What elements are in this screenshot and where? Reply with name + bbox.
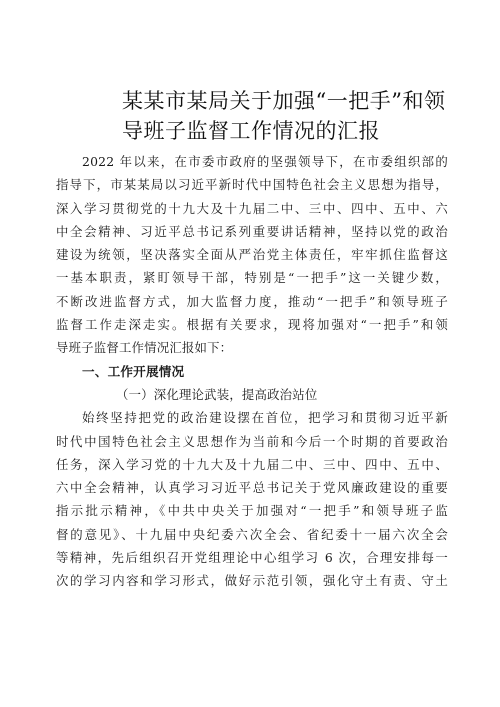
intro-line: 导班子监督工作情况汇报如下：	[56, 340, 233, 356]
section-line: 督的意见》、十九届中央纪委六次全会、省纪委十一届六次全会	[56, 526, 448, 542]
intro-line: 深入学习贯彻党的十九大及十九届二中、三中、四中、五中、六	[56, 200, 448, 216]
intro-line: 监督工作走深走实。根据有关要求，现将加强对“一把手”和领	[56, 317, 448, 333]
subsection-heading: （一）深化理论武装，提高政治站位	[116, 386, 318, 402]
title-line-2: 导班子监督工作情况的汇报	[122, 119, 380, 143]
section-line: 指示批示精神，《中共中央关于加强对“一把手”和领导班子监	[56, 503, 448, 519]
title-line-1: 某某市某局关于加强“一把手”和领	[122, 89, 446, 113]
intro-line: 一基本职责，紧盯领导干部，特别是“一把手”这一关键少数，	[56, 270, 448, 286]
section-line: 次的学习内容和学习形式，做好示范引领，强化守土有责、守土	[56, 573, 448, 589]
intro-line: 指导下，市某某局以习近平新时代中国特色社会主义思想为指导，	[56, 177, 448, 193]
document-body	[56, 150, 448, 593]
section-line: 任务，深入学习党的十九大及十九届二中、三中、四中、五中、	[56, 456, 448, 472]
intro-line: 建设为统领，坚决落实全面从严治党主体责任，牢牢抓住监督这	[56, 247, 448, 263]
section-paragraph	[56, 406, 448, 592]
intro-line: 不断改进监督方式，加大监督力度，推动“一把手”和领导班子	[56, 293, 448, 309]
section-line: 等精神，先后组织召开党组理论中心组学习 6 次，合理安排每一	[56, 550, 448, 566]
section-line: 时代中国特色社会主义思想作为当前和今后一个时期的首要政治	[56, 433, 448, 449]
intro-line: 2022 年以来，在市委市政府的坚强领导下，在市委组织部的	[82, 154, 448, 169]
section-line: 六中全会精神，认真学习习近平总书记关于党风廉政建设的重要	[56, 480, 448, 496]
intro-line: 中全会精神、习近平总书记系列重要讲话精神，坚持以党的政治	[56, 223, 448, 239]
document-title	[122, 86, 452, 146]
intro-paragraph	[56, 150, 448, 360]
section-heading: 一、工作开展情况	[82, 363, 185, 379]
section-line: 始终坚持把党的政治建设摆在首位，把学习和贯彻习近平新	[82, 410, 448, 426]
